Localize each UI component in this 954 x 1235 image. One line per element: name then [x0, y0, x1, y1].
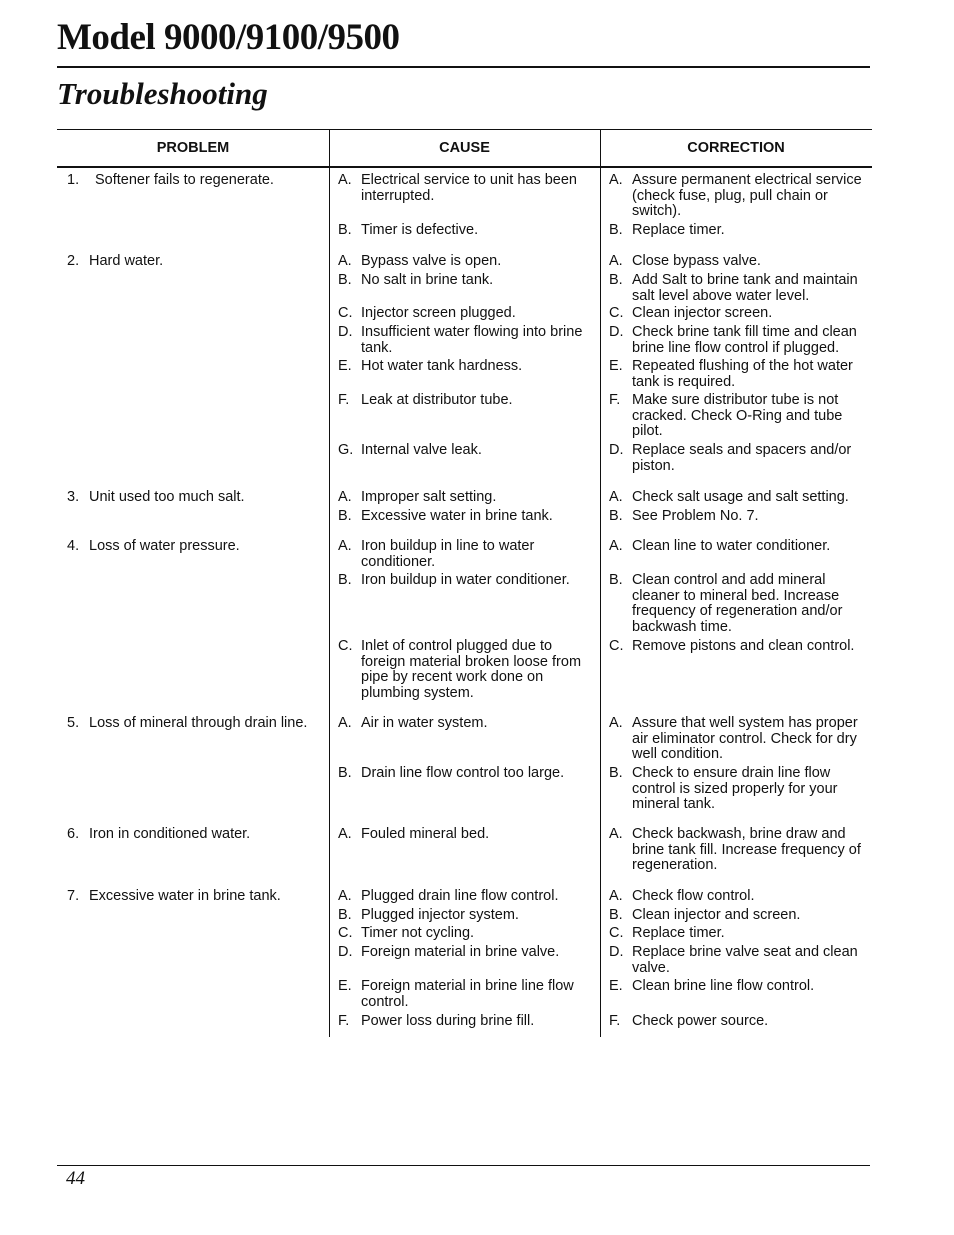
cause-item	[338, 1014, 590, 1030]
cause-text: Fouled mineral bed.	[361, 826, 490, 842]
correction-letter: A.	[609, 826, 623, 842]
correction-text: Make sure distributor tube is not cracked. Check O-Ring and tube pilot.	[632, 392, 843, 439]
cause-item	[338, 945, 590, 961]
cause-letter: B.	[338, 508, 352, 524]
problem-text: Loss of water pressure.	[89, 538, 240, 554]
cause-text: Injector screen plugged.	[361, 305, 516, 321]
correction-item	[609, 573, 867, 635]
correction-item	[609, 223, 867, 239]
cause-letter: A.	[338, 538, 352, 554]
cause-text: No salt in brine tank.	[361, 272, 494, 288]
correction-item	[609, 979, 867, 995]
cause-item	[338, 273, 590, 289]
cause-letter: F.	[338, 1013, 350, 1029]
correction-text: Repeated flushing of the hot water tank is required.	[632, 358, 853, 390]
problem-number: 7.	[67, 888, 80, 904]
cause-letter: B.	[338, 222, 352, 238]
correction-item	[609, 1014, 867, 1030]
correction-text: Check flow control.	[632, 888, 755, 904]
correction-item	[609, 306, 867, 322]
correction-item	[609, 926, 867, 942]
correction-letter: B.	[609, 222, 623, 238]
correction-letter: F.	[609, 392, 621, 408]
correction-item	[609, 908, 867, 924]
correction-letter: C.	[609, 305, 624, 321]
correction-item	[609, 325, 867, 356]
cause-item	[338, 827, 590, 843]
footer-rule	[57, 1165, 870, 1166]
correction-text: Clean line to water conditioner.	[632, 538, 831, 554]
cause-text: Plugged drain line flow control.	[361, 888, 559, 904]
correction-text: Assure that well system has proper air eliminator control. Check for dry well condition.	[632, 715, 858, 762]
correction-item	[609, 254, 867, 270]
cause-letter: E.	[338, 978, 352, 994]
cause-text: Timer is defective.	[361, 222, 479, 238]
correction-item	[609, 889, 867, 905]
correction-letter: B.	[609, 272, 623, 288]
table-header	[57, 129, 872, 168]
cause-letter: D.	[338, 324, 353, 340]
cause-text: Hot water tank hardness.	[361, 358, 523, 374]
correction-letter: D.	[609, 324, 624, 340]
section-title: Troubleshooting	[57, 76, 268, 111]
correction-letter: E.	[609, 358, 623, 374]
page-number: 44	[66, 1168, 85, 1189]
cause-text: Excessive water in brine tank.	[361, 508, 553, 524]
cause-text: Foreign material in brine valve.	[361, 944, 560, 960]
correction-item	[609, 359, 867, 390]
problem-cell	[67, 490, 322, 506]
cause-item	[338, 306, 590, 322]
correction-text: Check backwash, brine draw and brine tank fill. Increase frequency of regeneration.	[632, 826, 861, 873]
correction-item	[609, 443, 867, 474]
problem-number: 6.	[67, 826, 80, 842]
problem-number: 4.	[67, 538, 80, 554]
problem-cell	[67, 254, 322, 270]
column-header-problem: PROBLEM	[156, 140, 230, 156]
problem-text: Unit used too much salt.	[89, 489, 245, 505]
correction-item	[609, 273, 867, 304]
cause-text: Inlet of control plugged due to foreign material broken loose from pipe by recent work done on plumbing system.	[361, 638, 582, 701]
correction-text: Remove pistons and clean control.	[632, 638, 855, 654]
cause-letter: G.	[338, 442, 354, 458]
cause-letter: B.	[338, 907, 352, 923]
cause-item	[338, 539, 590, 570]
correction-letter: B.	[609, 572, 623, 588]
correction-letter: C.	[609, 925, 624, 941]
cause-text: Foreign material in brine line flow control.	[361, 978, 574, 1010]
cause-letter: A.	[338, 888, 352, 904]
cause-item	[338, 639, 590, 701]
cause-text: Drain line flow control too large.	[361, 765, 565, 781]
problem-number: 5.	[67, 715, 80, 731]
correction-item	[609, 539, 867, 555]
column-divider	[329, 129, 330, 1037]
title-rule	[57, 66, 870, 68]
cause-item	[338, 889, 590, 905]
problem-cell	[67, 539, 322, 555]
cause-letter: A.	[338, 715, 352, 731]
correction-letter: B.	[609, 765, 623, 781]
correction-text: Replace timer.	[632, 222, 725, 238]
cause-item	[338, 173, 590, 204]
cause-text: Air in water system.	[361, 715, 488, 731]
correction-item	[609, 509, 867, 525]
cause-item	[338, 573, 590, 589]
correction-letter: E.	[609, 978, 623, 994]
cause-letter: E.	[338, 358, 352, 374]
problem-text: Softener fails to regenerate.	[95, 172, 274, 188]
cause-text: Iron buildup in water conditioner.	[361, 572, 570, 588]
correction-item	[609, 490, 867, 506]
correction-item	[609, 639, 867, 655]
correction-letter: A.	[609, 538, 623, 554]
correction-letter: A.	[609, 715, 623, 731]
correction-text: Replace timer.	[632, 925, 725, 941]
page-title: Model 9000/9100/9500	[57, 17, 400, 58]
cause-item	[338, 716, 590, 732]
correction-text: Add Salt to brine tank and maintain salt level above water level.	[632, 272, 858, 304]
cause-text: Leak at distributor tube.	[361, 392, 513, 408]
cause-text: Power loss during brine fill.	[361, 1013, 535, 1029]
correction-text: Check salt usage and salt setting.	[632, 489, 849, 505]
cause-item	[338, 766, 590, 782]
problem-text: Hard water.	[89, 253, 164, 269]
column-header-correction: CORRECTION	[687, 140, 785, 156]
cause-text: Improper salt setting.	[361, 489, 497, 505]
cause-letter: B.	[338, 272, 352, 288]
cause-text: Iron buildup in line to water conditioner.	[361, 538, 535, 570]
correction-text: Check brine tank fill time and clean brine line flow control if plugged.	[632, 324, 857, 356]
cause-text: Electrical service to unit has been interrupted.	[361, 172, 577, 204]
correction-letter: F.	[609, 1013, 621, 1029]
cause-text: Internal valve leak.	[361, 442, 482, 458]
problem-number: 1.	[67, 172, 80, 188]
problem-cell	[67, 173, 322, 189]
problem-cell	[67, 827, 322, 843]
correction-text: Check power source.	[632, 1013, 769, 1029]
correction-text: Clean brine line flow control.	[632, 978, 815, 994]
correction-text: Assure permanent electrical service (check fuse, plug, pull chain or switch).	[632, 172, 862, 219]
correction-text: See Problem No. 7.	[632, 508, 759, 524]
cause-item	[338, 393, 590, 409]
correction-text: Replace brine valve seat and clean valve.	[632, 944, 858, 976]
cause-item	[338, 908, 590, 924]
correction-letter: B.	[609, 508, 623, 524]
cause-text: Bypass valve is open.	[361, 253, 502, 269]
correction-text: Replace seals and spacers and/or piston.	[632, 442, 852, 474]
correction-letter: A.	[609, 253, 623, 269]
cause-letter: C.	[338, 305, 353, 321]
cause-letter: B.	[338, 572, 352, 588]
correction-letter: C.	[609, 638, 624, 654]
cause-item	[338, 490, 590, 506]
correction-text: Clean injector screen.	[632, 305, 773, 321]
problem-cell	[67, 716, 322, 732]
correction-item	[609, 716, 867, 763]
cause-letter: D.	[338, 944, 353, 960]
problem-number: 3.	[67, 489, 80, 505]
correction-letter: A.	[609, 172, 623, 188]
cause-letter: F.	[338, 392, 350, 408]
correction-letter: A.	[609, 489, 623, 505]
problem-cell	[67, 889, 322, 905]
correction-item	[609, 393, 867, 440]
cause-item	[338, 223, 590, 239]
column-header-cause: CAUSE	[439, 140, 490, 156]
correction-text: Clean control and add mineral cleaner to mineral bed. Increase frequency of regeneration and/or backwash time.	[632, 572, 843, 635]
problem-text: Excessive water in brine tank.	[89, 888, 281, 904]
cause-text: Plugged injector system.	[361, 907, 519, 923]
correction-text: Check to ensure drain line flow control is sized properly for your mineral tank.	[632, 765, 838, 812]
correction-item	[609, 945, 867, 976]
problem-text: Loss of mineral through drain line.	[89, 715, 308, 731]
cause-letter: C.	[338, 638, 353, 654]
cause-letter: A.	[338, 172, 352, 188]
cause-letter: A.	[338, 826, 352, 842]
cause-letter: A.	[338, 253, 352, 269]
cause-item	[338, 926, 590, 942]
cause-item	[338, 359, 590, 375]
cause-item	[338, 979, 590, 1010]
column-divider	[600, 129, 601, 1037]
cause-letter: A.	[338, 489, 352, 505]
correction-letter: A.	[609, 888, 623, 904]
cause-letter: C.	[338, 925, 353, 941]
correction-letter: B.	[609, 907, 623, 923]
correction-letter: D.	[609, 944, 624, 960]
correction-text: Close bypass valve.	[632, 253, 761, 269]
problem-number: 2.	[67, 253, 80, 269]
cause-item	[338, 443, 590, 459]
correction-letter: D.	[609, 442, 624, 458]
cause-text: Timer not cycling.	[361, 925, 475, 941]
correction-text: Clean injector and screen.	[632, 907, 801, 923]
correction-item	[609, 766, 867, 813]
correction-item	[609, 827, 867, 874]
problem-text: Iron in conditioned water.	[89, 826, 251, 842]
cause-item	[338, 325, 590, 356]
cause-text: Insufficient water flowing into brine tank.	[361, 324, 583, 356]
cause-letter: B.	[338, 765, 352, 781]
correction-item	[609, 173, 867, 220]
cause-item	[338, 254, 590, 270]
troubleshooting-table	[57, 129, 872, 1029]
cause-item	[338, 509, 590, 525]
